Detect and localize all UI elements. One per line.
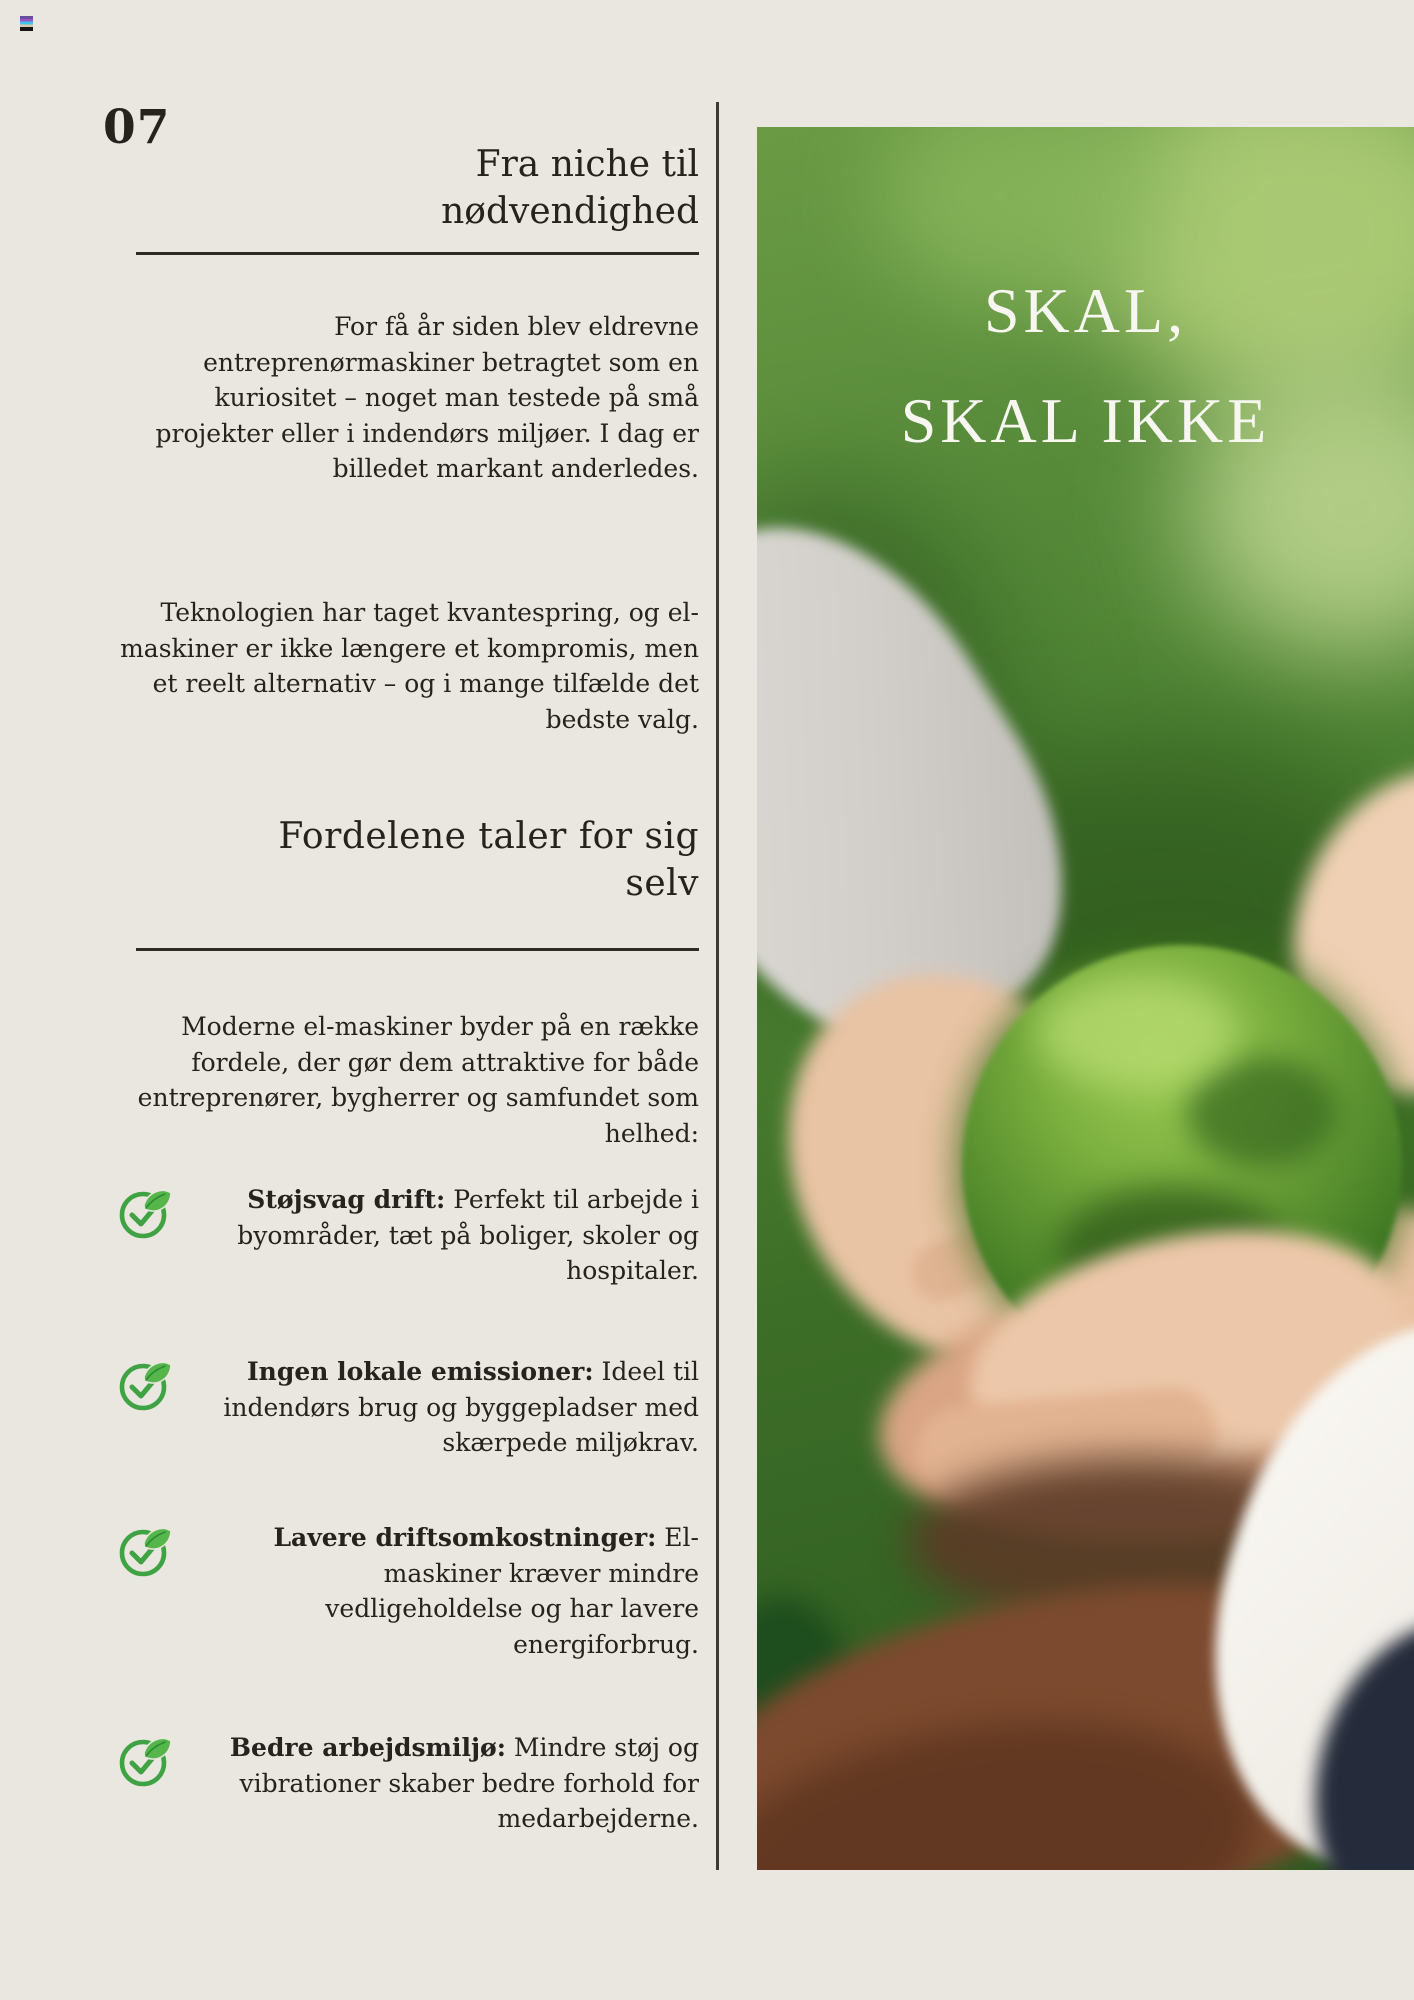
photo-overlay-title-line2: SKAL IKKE: [900, 385, 1271, 456]
section-heading-2-text: Fordelene taler for sig selv: [278, 816, 699, 904]
paragraph: Teknologien har taget kvantespring, og el-maskiner er ikke længere et kompromis, men et reelt alternativ – og i mange tilfælde det bedste valg.: [120, 598, 699, 734]
paragraph: For få år siden blev eldrevne entreprenørmaskiner betragtet som en kuriositet – noget man testede på små projekter eller i indendørs miljøer. I dag er billedet markant anderledes.: [155, 312, 699, 483]
eco-check-icon: [115, 1184, 173, 1242]
benefit-body: Ideel til indendørs brug og byggepladser med skærpede miljøkrav.: [223, 1357, 699, 1457]
eco-check-icon: [115, 1522, 173, 1580]
section-heading-1: [105, 142, 699, 236]
benefit-body: Perfekt til arbejde i byområder, tæt på boliger, skoler og hospitaler.: [237, 1185, 699, 1285]
benefit-lead: Lavere driftsomkostninger:: [273, 1523, 657, 1552]
benefit-lead: Bedre arbejdsmiljø:: [229, 1733, 506, 1762]
hero-photo: [757, 127, 1414, 1870]
eco-check-icon: [115, 1356, 173, 1414]
list-item: [105, 1730, 699, 1837]
list-item: [105, 1354, 699, 1461]
moss-globe-highlight: [1037, 977, 1237, 1087]
heading-underline: [136, 948, 699, 951]
list-item: [105, 1520, 699, 1662]
paragraph: Moderne el-maskiner byder på en række fordele, der gør dem attraktive for både entreprenører, bygherrer og samfundet som helhed:: [137, 1012, 699, 1148]
benefit-text: [105, 1520, 699, 1662]
benefit-lead: Ingen lokale emissioner:: [246, 1357, 594, 1386]
corner-glitch-icon: [20, 16, 33, 31]
heading-underline: [136, 252, 699, 255]
eco-check-icon: [115, 1732, 173, 1790]
list-item: [105, 1182, 699, 1289]
benefit-text: [105, 1730, 699, 1837]
section-heading-1-text: Fra niche til nødvendighed: [441, 144, 699, 232]
column-divider: [716, 102, 719, 1870]
section-heading-2: [105, 814, 699, 908]
moss-globe-shadow-patch: [1187, 1057, 1337, 1167]
photo-overlay-title-line1: SKAL,: [983, 275, 1188, 346]
benefit-lead: Støjsvag drift:: [247, 1185, 446, 1214]
benefit-text: [105, 1182, 699, 1289]
benefit-text: [105, 1354, 699, 1461]
benefit-body: Mindre støj og vibrationer skaber bedre forhold for medarbejderne.: [239, 1733, 699, 1833]
benefit-body: El-maskiner kræver mindre vedligeholdelse og har lavere energiforbrug.: [325, 1523, 699, 1659]
page-number: 07: [103, 100, 171, 155]
